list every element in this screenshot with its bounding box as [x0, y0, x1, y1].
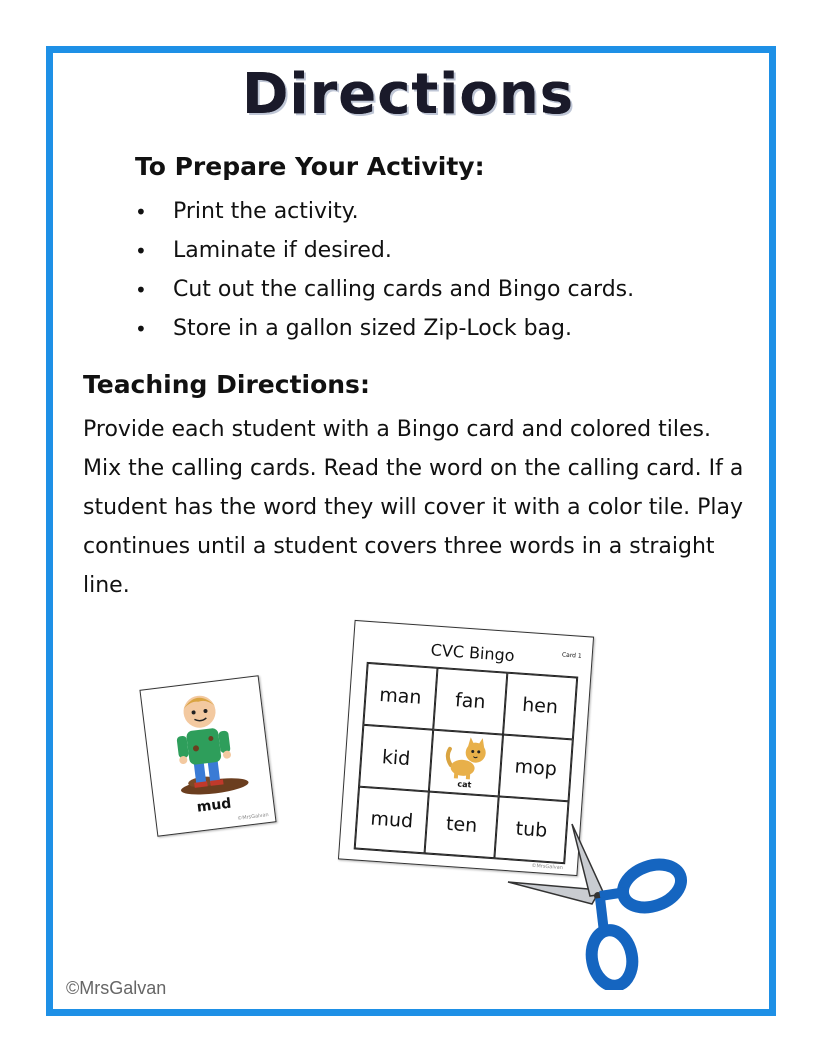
teaching-text: Provide each student with a Bingo card and colored tiles. Mix the calling cards. Read the word on the calling card. If a student has the word they will cover it with a color tile. Play continues until a student covers three words in a straight line.	[83, 417, 744, 598]
bingo-cell-free	[429, 730, 503, 797]
prepare-heading: To Prepare Your Activity:	[135, 152, 485, 181]
cat-icon	[442, 734, 491, 781]
copyright-text: ©MrsGalvan	[66, 978, 167, 998]
bingo-card-number: Card 1	[561, 651, 582, 660]
calling-card	[139, 675, 276, 837]
bingo-cell: tub	[494, 796, 568, 863]
bingo-cell: mud	[355, 787, 429, 854]
calling-card-word: mud	[195, 795, 233, 816]
bingo-cell: fan	[433, 668, 507, 735]
list-item: • Store in a gallon sized Zip-Lock bag.	[135, 316, 572, 341]
scissors-icon	[500, 820, 700, 990]
bingo-cell-label: cat	[457, 779, 472, 790]
bingo-cell: kid	[359, 725, 433, 792]
prepare-list	[135, 196, 634, 352]
bingo-cell: mop	[499, 735, 573, 802]
list-item: • Print the activity.	[135, 199, 359, 224]
bingo-cell: ten	[425, 792, 499, 859]
list-item: • Cut out the calling cards and Bingo cards.	[135, 277, 635, 302]
boy-in-mud-icon	[161, 683, 252, 802]
bingo-card-credit: ©MrsGalvan	[531, 862, 564, 872]
list-item: • Laminate if desired.	[135, 238, 392, 263]
page-title: Directions	[241, 62, 575, 127]
bingo-title: CVC Bingo	[430, 640, 516, 666]
bingo-cell: hen	[503, 673, 577, 740]
calling-card-credit: ©MrsGalvan	[237, 812, 270, 822]
teaching-heading: Teaching Directions:	[83, 370, 370, 399]
bingo-cell: man	[363, 663, 437, 730]
